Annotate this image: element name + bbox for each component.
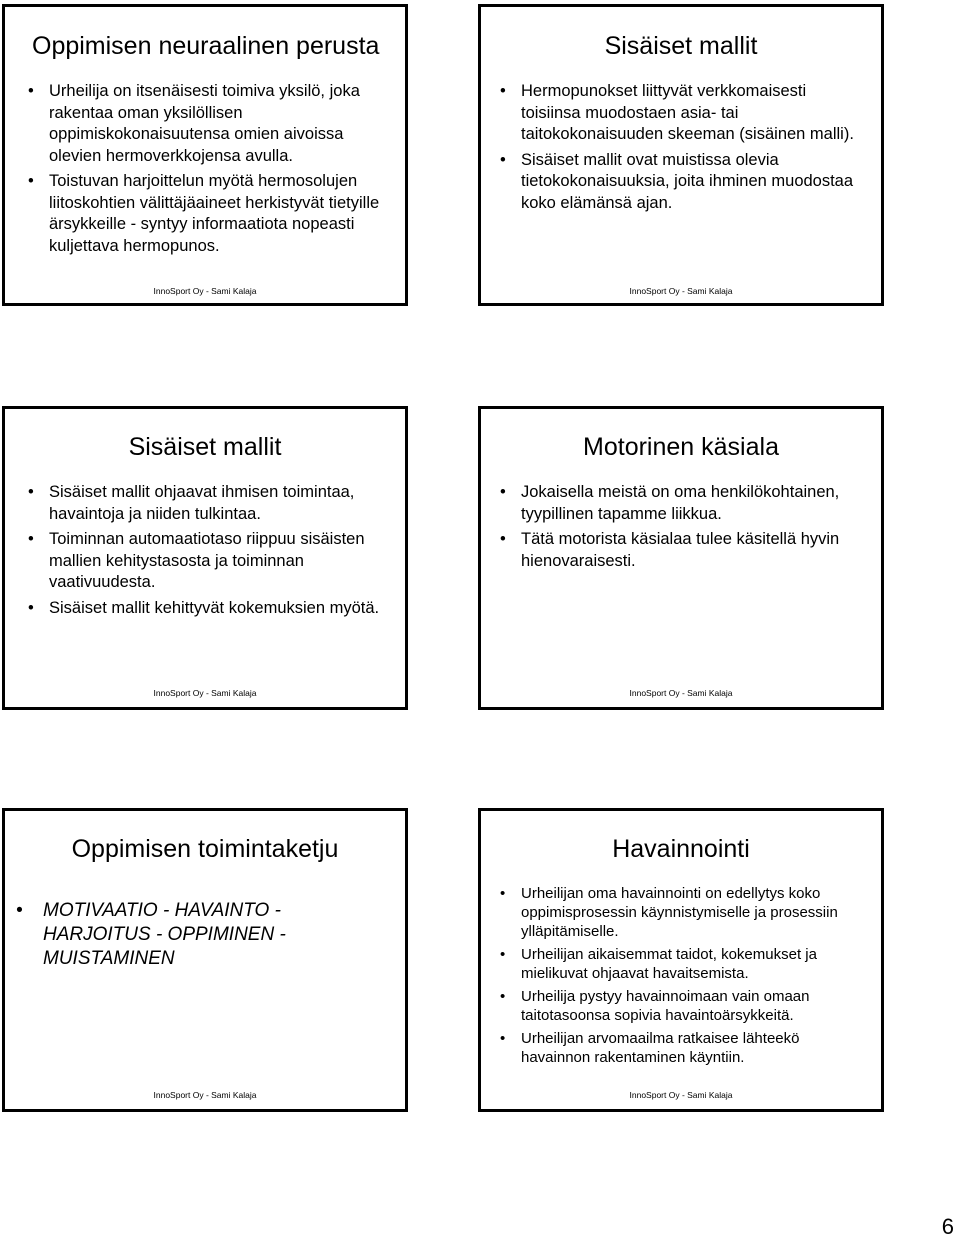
bullet-icon: • [500,946,506,963]
list-item [27,529,397,594]
bullet-text: Toiminnan automaatiotaso riippuu sisäisten mallien kehitystasosta ja toiminnan vaativuudesta. [49,530,365,591]
bullet-text: Urheilijan arvomaailma ratkaisee lähteekö havainnon rakentaminen käyntiin. [521,1030,800,1066]
bullet-text: MOTIVAATIO - HAVAINTO - HARJOITUS - OPPIMINEN - MUISTAMINEN [43,900,286,969]
slide-footer: InnoSport Oy - Sami Kalaja [629,286,733,296]
list-item [499,1029,861,1067]
slide-5 [2,808,408,1112]
bullet-list [15,899,315,971]
list-item [15,899,315,971]
list-item [499,529,869,572]
list-item [499,987,861,1025]
slide-4 [478,406,884,710]
bullet-icon: • [500,82,506,100]
slide-3 [2,406,408,710]
bullet-list [27,482,397,623]
list-item [27,81,397,167]
bullet-list [27,81,397,261]
bullet-text: Urheilijan oma havainnointi on edellytys koko oppimisprosessin käynnistymiselle ja prosessiin ylläpitämiselle. [521,885,838,940]
bullet-list [499,884,861,1071]
bullet-list [499,81,869,218]
bullet-text: Urheilija pystyy havainnoimaan vain omaan taitotasoonsa sopivia havaintoärsykkeitä. [521,988,810,1024]
list-item [499,884,861,941]
bullet-list [499,482,869,576]
bullet-text: Jokaisella meistä on oma henkilökohtainen, tyypillinen tapamme liikkua. [521,483,840,523]
slide-footer: InnoSport Oy - Sami Kalaja [153,688,257,698]
slide-footer: InnoSport Oy - Sami Kalaja [629,688,733,698]
bullet-icon: • [500,988,506,1005]
bullet-text: Sisäiset mallit ovat muistissa olevia tietokokonaisuuksia, joita ihminen muodostaa koko elämänsä ajan. [521,150,854,212]
bullet-text: Tätä motorista käsialaa tulee käsitellä hyvin hienovaraisesti. [521,530,840,570]
bullet-text: Sisäiset mallit kehittyvät kokemuksien myötä. [49,598,380,617]
list-item [499,482,869,525]
bullet-icon: • [500,150,506,169]
bullet-text: Urheilija on itsenäisesti toimiva yksilö, joka rakentaa oman yksilöllisen oppimiskokonaisuutensa omien aivoissa olevien hermoverkkojensa avulla. [49,82,360,165]
bullet-icon: • [16,900,23,921]
bullet-icon: • [28,82,34,100]
bullet-text: Hermopunokset liittyvät verkkomaisesti toisiinsa muodostaen asia- tai taitokokonaisuuden skeeman (sisäinen malli). [521,82,854,143]
bullet-icon: • [28,530,34,548]
bullet-icon: • [500,1030,506,1047]
list-item [499,81,869,146]
bullet-icon: • [28,172,34,190]
list-item [499,945,861,983]
slide-footer: InnoSport Oy - Sami Kalaja [153,286,257,296]
bullet-icon: • [500,530,506,548]
list-item [27,598,397,620]
list-item [499,150,869,215]
bullet-icon: • [500,483,506,501]
slide-title: Oppimisen neuraalinen perusta [32,32,380,60]
bullet-icon: • [28,483,34,501]
page-number: 6 [941,1214,954,1239]
bullet-text: Urheilijan aikaisemmat taidot, kokemukset ja mielikuvat ohjaavat havaitsemista. [521,946,817,982]
slide-footer: InnoSport Oy - Sami Kalaja [629,1090,733,1100]
slide-title: Havainnointi [612,835,750,863]
slide-1 [2,4,408,306]
slide-2 [478,4,884,306]
bullet-icon: • [500,885,506,902]
slide-title: Oppimisen toimintaketju [71,835,339,863]
list-item [27,482,397,525]
slide-title: Sisäiset mallit [604,32,758,60]
slide-title: Sisäiset mallit [128,433,282,461]
slide-title: Motorinen käsiala [583,433,779,461]
bullet-text: Toistuvan harjoittelun myötä hermosolujen liitoskohtien välittäjäaineet herkistyvät tietyille ärsykkeille - syntyy informaatiota nopeasti kuljettava hermopunos. [49,172,380,255]
slide-footer: InnoSport Oy - Sami Kalaja [153,1090,257,1100]
bullet-icon: • [28,598,34,617]
bullet-text: Sisäiset mallit ohjaavat ihmisen toimintaa, havaintoja ja niiden tulkintaa. [49,483,355,523]
list-item [27,171,397,257]
slide-6 [478,808,884,1112]
